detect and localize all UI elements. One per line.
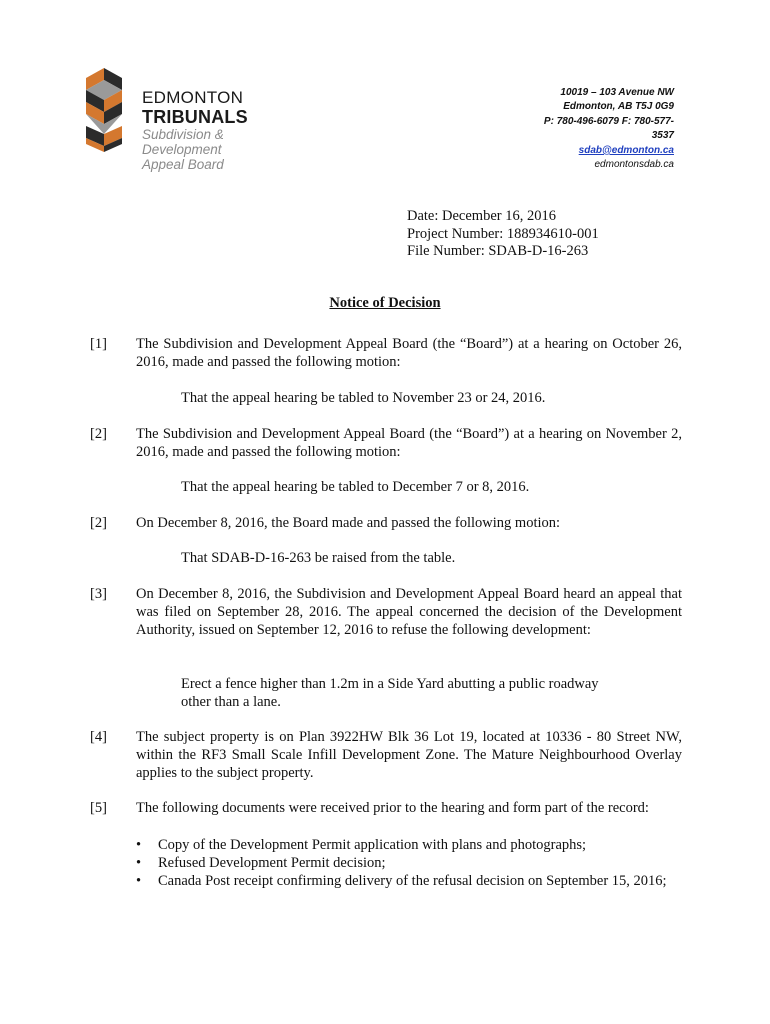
logo-sub-2: Development bbox=[142, 142, 222, 157]
list-item-text: Refused Development Permit decision; bbox=[158, 855, 386, 871]
logo-sub-1: Subdivision & bbox=[142, 127, 224, 142]
motion-text: That SDAB-D-16-263 be raised from the table. bbox=[181, 550, 456, 566]
paragraph-text: The subject property is on Plan 3922HW Blk 36 Lot 19, located at 10336 - 80 Street NW, within the RF3 Small Scale Infill Development Zone. The Mature Neighbourhood Overlay applies to the subject property. bbox=[136, 729, 682, 781]
paragraph-number: [2] bbox=[90, 426, 107, 442]
list-item bbox=[136, 872, 682, 890]
address-fax-cont: 3537 bbox=[651, 130, 674, 142]
paragraph-2 bbox=[90, 425, 682, 461]
decision-date: Date: December 16, 2016 bbox=[407, 208, 556, 224]
edmonton-tribunals-logo bbox=[86, 68, 266, 172]
list-item-text: Canada Post receipt confirming delivery of the refusal decision on September 15, 2016; bbox=[158, 873, 667, 889]
list-item bbox=[136, 854, 682, 872]
paragraph-text: The following documents were received prior to the hearing and form part of the record: bbox=[136, 800, 649, 816]
paragraph-text: The Subdivision and Development Appeal Board (the “Board”) at a hearing on November 2, 2016, made and passed the following motion: bbox=[136, 426, 682, 460]
email-link[interactable]: sdab@edmonton.ca bbox=[578, 144, 674, 156]
paragraph-number: [2] bbox=[90, 515, 107, 531]
logo-line-edmonton: EDMONTON bbox=[142, 88, 244, 107]
paragraph-2b bbox=[90, 514, 682, 532]
address-phone-fax: P: 780-496-6079 F: 780-577- bbox=[543, 115, 674, 127]
logo-mark-icon bbox=[86, 68, 136, 152]
file-number: File Number: SDAB-D-16-263 bbox=[407, 243, 589, 259]
logo-line-tribunals: TRIBUNALS bbox=[142, 107, 248, 127]
paragraph-number: [3] bbox=[90, 586, 107, 602]
project-number: Project Number: 188934610-001 bbox=[407, 225, 599, 242]
list-item-text: Copy of the Development Permit application with plans and photographs; bbox=[158, 837, 587, 853]
motion-line-2: other than a lane. bbox=[181, 694, 281, 710]
paragraph-text: On December 8, 2016, the Subdivision and Development Appeal Board heard an appeal that was filed on September 28, 2016. The appeal concerned the decision of the Development Authority, issued on September 12, 2016 to refuse the following development: bbox=[136, 586, 682, 638]
bullet-icon: • bbox=[136, 873, 142, 889]
address-city: Edmonton, AB T5J 0G9 bbox=[563, 101, 674, 113]
list-item bbox=[136, 836, 682, 854]
address-street: 10019 – 103 Avenue NW bbox=[560, 87, 674, 98]
address-block bbox=[524, 86, 674, 172]
record-document-list bbox=[136, 836, 682, 890]
logo-sub-3: Appeal Board bbox=[142, 157, 224, 172]
decision-meta bbox=[407, 208, 599, 261]
paragraph-text: The Subdivision and Development Appeal Board (the “Board”) at a hearing on October 26, 2016, made and passed the following motion: bbox=[136, 336, 682, 370]
motion-text bbox=[181, 675, 661, 711]
paragraph-4 bbox=[90, 728, 682, 782]
motion-text: That the appeal hearing be tabled to November 23 or 24, 2016. bbox=[181, 390, 546, 406]
paragraph-number: [4] bbox=[90, 729, 107, 745]
motion-text: That the appeal hearing be tabled to December 7 or 8, 2016. bbox=[181, 479, 530, 495]
website-text: edmontonsdab.ca bbox=[594, 159, 674, 171]
paragraph-1 bbox=[90, 335, 682, 371]
paragraph-3 bbox=[90, 585, 682, 639]
paragraph-number: [1] bbox=[90, 336, 107, 352]
motion-line-1: Erect a fence higher than 1.2m in a Side Yard abutting a public roadway bbox=[181, 676, 599, 692]
paragraph-number: [5] bbox=[90, 800, 107, 816]
page-title: Notice of Decision bbox=[329, 295, 441, 311]
paragraph-5 bbox=[90, 799, 682, 817]
paragraph-text: On December 8, 2016, the Board made and passed the following motion: bbox=[136, 515, 561, 531]
bullet-icon: • bbox=[136, 837, 142, 853]
bullet-icon: • bbox=[136, 855, 142, 871]
